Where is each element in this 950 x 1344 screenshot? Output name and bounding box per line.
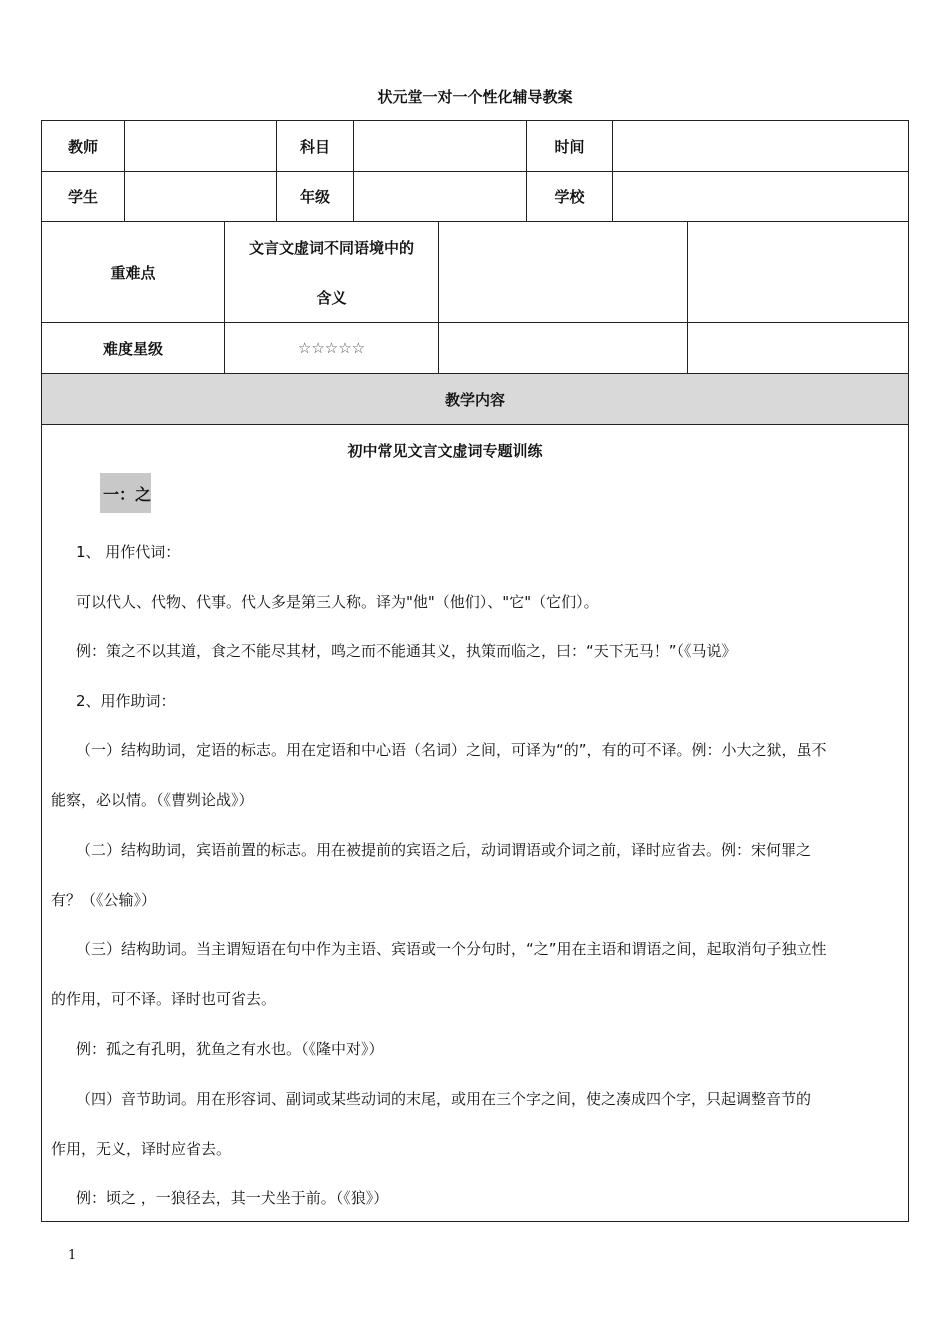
content-line: （三）结构助词。当主谓短语在句中作为主语、宾语或一个分句时，“之”用在主语和谓语之间，起取消句子独立性 xyxy=(76,940,827,958)
content-line: 的作用，可不译。译时也可省去。 xyxy=(51,990,277,1008)
time-label: 时间 xyxy=(554,137,585,156)
section-heading: 一：之 xyxy=(100,473,151,513)
school-label: 学校 xyxy=(554,188,585,206)
content-line: 可以代人、代物、代事。代人多是第三人称。译为"他"（他们）、"它"（它们）。 xyxy=(76,593,599,611)
page-number: 1 xyxy=(68,1248,77,1263)
content-heading: 初中常见文言文虚词专题训练 xyxy=(347,442,543,460)
subject-field[interactable] xyxy=(354,121,526,171)
content-section-label: 教学内容 xyxy=(444,390,505,409)
subject-label: 科目 xyxy=(299,137,330,156)
star-rating-icon: ☆☆☆☆☆ xyxy=(297,339,366,357)
content-line: 1、 用作代词： xyxy=(76,543,181,561)
focus-value-line2: 含义 xyxy=(316,288,347,307)
difficulty-extra-field[interactable] xyxy=(688,323,908,373)
content-line: 例：孤之有孔明，犹鱼之有水也。（《隆中对》） xyxy=(76,1040,384,1058)
content-line: 2、用作助词： xyxy=(76,692,176,710)
focus-value xyxy=(225,222,438,322)
focus-label: 重难点 xyxy=(110,263,156,282)
content-line: 例：策之不以其道，食之不能尽其材，鸣之而不能通其义，执策而临之，曰：“天下无马！”（《马说》 xyxy=(76,642,737,660)
student-field[interactable] xyxy=(125,172,276,221)
time-field[interactable] xyxy=(613,121,908,171)
content-line: （一）结构助词，定语的标志。用在定语和中心语（名词）之间，可译为“的”，有的可不译。例：小大之狱，虽不 xyxy=(76,741,827,759)
content-line: （四）音节助词。用在形容词、副词或某些动词的末尾，或用在三个字之间，使之凑成四个字，只起调整音节的 xyxy=(76,1090,812,1108)
school-field[interactable] xyxy=(613,172,908,221)
grade-field[interactable] xyxy=(354,172,526,221)
content-line: （二）结构助词，宾语前置的标志。用在被提前的宾语之后，动词谓语或介词之前，译时应省去。例：宋何罪之 xyxy=(76,841,812,859)
student-label: 学生 xyxy=(67,188,98,206)
teacher-field[interactable] xyxy=(125,121,276,171)
difficulty-rating[interactable] xyxy=(225,323,438,373)
difficulty-extra-field[interactable] xyxy=(439,323,687,373)
focus-extra-field[interactable] xyxy=(439,222,687,322)
document-title: 状元堂一对一个性化辅导教案 xyxy=(377,88,573,106)
content-line: 作用，无义，译时应省去。 xyxy=(51,1140,232,1158)
content-line: 能察，必以情。（《曹刿论战》） xyxy=(51,791,254,809)
grade-label: 年级 xyxy=(299,188,330,206)
content-line: 例：顷之 ，一狼径去，其一犬坐于前。（《狼》） xyxy=(76,1189,389,1207)
teacher-label: 教师 xyxy=(67,137,98,156)
focus-extra-field[interactable] xyxy=(688,222,908,322)
focus-value-line1: 文言文虚词不同语境中的 xyxy=(248,238,414,257)
content-line: 有？（《公输》） xyxy=(51,891,157,909)
row-divider xyxy=(41,424,909,425)
difficulty-label: 难度星级 xyxy=(102,339,163,358)
